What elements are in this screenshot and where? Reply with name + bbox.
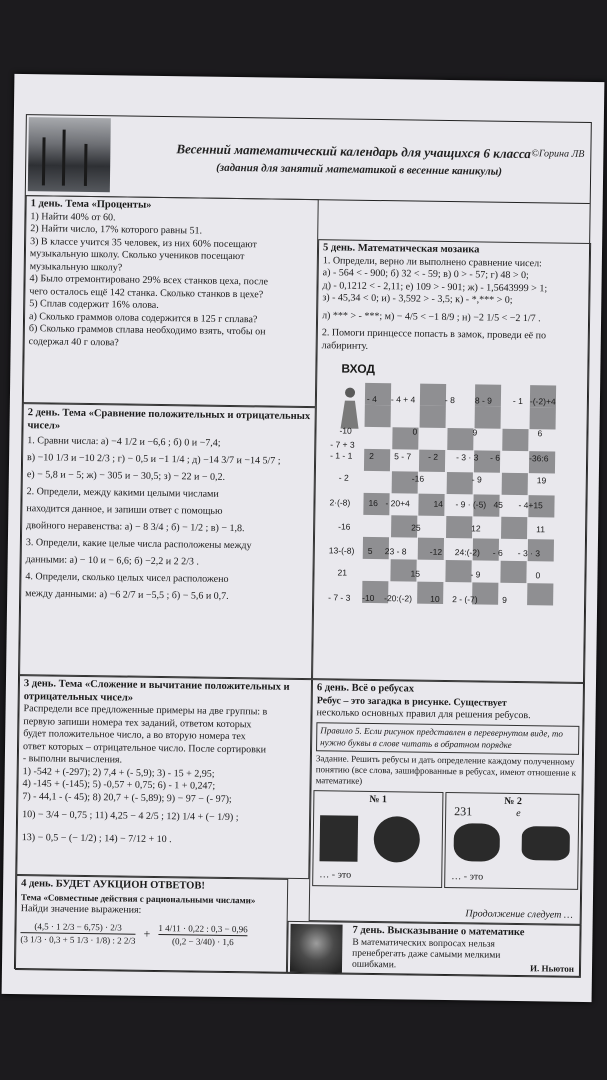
maze-block	[527, 583, 553, 605]
day5-line: л) *** > - ***; м) − 4/5 < −1 8/9 ; н) −2 1/5 < −2 1/7 .	[322, 309, 541, 324]
day5-line: д) - 0,1212 < - 2,11; е) 109 > - 901; ж) - 1,5643999 > 1;	[322, 279, 548, 294]
maze-block	[420, 384, 446, 406]
maze-label: - 20+4	[385, 498, 410, 509]
day3-line: будет положительное число, а во вторую номера тех	[23, 728, 246, 743]
maze-label: 16	[368, 497, 379, 509]
maze-label: 0	[412, 426, 418, 437]
maze-label: 14	[433, 498, 444, 509]
page-subtitle: (задания для занятий математикой в весенние каникулы)	[216, 161, 503, 178]
rebus-1-label: № 1	[369, 793, 387, 806]
day3-section	[16, 675, 312, 879]
day1-line: б) Сколько граммов сплава необходимо взять, чтобы он	[28, 323, 266, 338]
maze-label: 21	[337, 567, 348, 578]
maze-label: 45	[493, 499, 504, 510]
dog-icon	[522, 826, 570, 861]
maze-block	[475, 406, 501, 428]
day5-line: 2. Помоги принцессе попасть в замок, проведи её по	[321, 327, 547, 342]
day3-line: 7) - 44,1 - (- 45); 8) 20,7 + (- 5,89); 9) − 97 − (- 97);	[22, 790, 232, 805]
day6-line: Ребус – это загадка в рисунке. Существует	[316, 694, 507, 709]
day2-line: 3. Определи, какие целые числа расположены между	[25, 537, 252, 552]
maze-label: -16	[411, 473, 425, 484]
day5-line: 1. Определи, верно ли выполнено сравнение чисел:	[322, 254, 542, 269]
maze-label: 0	[535, 570, 541, 581]
maze-block	[502, 473, 528, 495]
day6-line: несколько основных правил для решения ребусов.	[316, 707, 531, 722]
maze-label: - 2	[338, 472, 349, 483]
day5-line: з) - 45,34 < 0; и) - 3,592 > - 3,5; к) - *,*** > 0;	[322, 292, 513, 306]
maze-label: - 1	[512, 395, 523, 407]
day3-line: 10) − 3/4 − 0,75 ; 11) 4,25 − 4 2/5 ; 12) 1/4 + (− 1/9) ;	[22, 809, 239, 824]
day1-line: 5) Сплав содержит 16% олова.	[29, 298, 159, 311]
maze-label: 8 - 9	[474, 395, 493, 406]
day5-section	[312, 239, 591, 683]
day7-quote: В математических вопросах нельзя пренебрегать даже самыми мелкими ошибками.	[351, 937, 501, 970]
day1-line: содержал 40 г олова?	[28, 335, 119, 348]
day1-line: чего осталось ещё 142 станка. Сколько станков в цехе?	[29, 285, 264, 300]
day1-line: 3) В классе учится 35 человек, из них 60% посещают	[30, 235, 258, 250]
day3-line: ответ которых – отрицательное число. После сортировки	[22, 740, 267, 756]
maze-label: - 8	[444, 394, 455, 406]
day2-line: двойного неравенства: а) − 8 3/4 ; б) − 1/2 ; в) − 1,8.	[26, 520, 245, 535]
maze-label: 5 - 7	[394, 451, 412, 462]
author-mark: ©Горина ЛВ	[531, 148, 585, 160]
day2-line: между данными: а) −6 2/7 и −5,5 ; б) − 5,6 и 0,7.	[25, 588, 229, 602]
maze-label: 15	[410, 568, 421, 579]
day3-line: 13) − 0,5 − (− 1/2) ; 14) − 7/12 + 10 .	[21, 831, 172, 845]
maze-label: 11	[536, 524, 546, 535]
spring-photo	[28, 117, 111, 192]
maze-label: -10	[339, 425, 352, 436]
maze-label: - 6	[492, 547, 503, 558]
maze-label: 5	[367, 545, 373, 556]
day2-line: е) − 5,8 и − 5; ж) − 305 и − 30,5; з) − 22 и − 0,2.	[26, 469, 226, 483]
maze-label: 13-(-8)	[328, 545, 355, 556]
maze-label: - 6	[490, 452, 501, 463]
expr1-numerator: (4,5 · 1 2/3 − 6,75) · 2/3	[34, 920, 122, 933]
maze-block	[364, 449, 390, 471]
maze-label: - 4+15	[518, 500, 543, 511]
day2-line: 2. Определи, между какими целыми числами	[26, 486, 219, 500]
rebus-1	[312, 790, 443, 888]
maze-label: -16	[338, 521, 351, 532]
down-arrow-icon	[319, 815, 358, 862]
maze-label: 25	[411, 522, 421, 533]
maze-label: -36:6	[529, 453, 549, 464]
maze-entrance-label: ВХОД	[341, 361, 376, 376]
day1-section	[23, 195, 319, 407]
maze-block	[447, 428, 473, 450]
day1-line: 1) Найти 40% от 60.	[30, 210, 116, 223]
header	[26, 115, 591, 204]
continued-note: Продолжение следует …	[465, 907, 573, 921]
rebus-2-letter: е	[516, 808, 521, 820]
day6-section	[309, 679, 585, 925]
maze-label: 12	[471, 523, 481, 534]
day5-title: 5 день. Математическая мозаика	[322, 242, 480, 256]
day7-section	[287, 921, 582, 978]
maze-label: 9	[502, 594, 507, 605]
maze-label: - 1 - 1	[330, 450, 353, 461]
day2-title: 2 день. Тема «Сравнение положительных и отрицательных чисел»	[27, 407, 311, 432]
day6-task: Задание. Решить ребусы и дать определение каждому полученному понятию (все слова, зашифрованные в ребусах, имеют отношение к математике)	[315, 752, 577, 786]
maze-block	[446, 516, 472, 538]
day3-line: Распредели все предложенные примеры на две группы: в	[23, 703, 268, 718]
day5-line: а) - 564 < - 900; б) 32 < - 59; в) 0 > - 57; г) 48 > 0;	[322, 267, 529, 282]
maze-label: -20:(-2)	[384, 593, 413, 604]
rebus-2	[444, 792, 579, 890]
expr1-denominator: (3 1/3 · 0,3 + 5 1/3 · 1/8) : 2 2/3	[20, 934, 136, 946]
rebus-1-answer: … - это	[319, 869, 352, 881]
rule-5: Правило 5. Если рисунок представлен в перевернутом виде, то нужно буквы в слове читать в обратном порядке	[316, 722, 579, 755]
maze-label: - 3 · 3	[517, 548, 541, 559]
day2-line: 4. Определи, сколько целых чисел расположено	[25, 571, 229, 585]
maze-label: 2	[369, 450, 374, 461]
maze-label: 6	[537, 428, 543, 439]
day2-line: данными: а) − 10 и − 6,6; б) −2,2 и 2 2/3 .	[25, 554, 200, 568]
maze-block	[365, 405, 391, 427]
day2-line: 1. Сравни числа: а) −4 1/2 и −6,6 ; б) 0 и −7,4;	[27, 435, 221, 449]
maze-label: 24:(-2)	[454, 547, 480, 558]
day1-title: 1 день. Тема «Проценты»	[30, 198, 152, 211]
maze-label: - 7 + 3	[330, 439, 355, 450]
maze-block	[502, 429, 528, 451]
day1-line: 2) Найти число, 17% которого равны 51.	[30, 223, 203, 237]
day3-title: 3 день. Тема «Сложение и вычитание положительных и отрицательных чисел»	[23, 678, 290, 704]
day3-line: 1) -542 + (-297); 2) 7,4 + (- 5,9); 3) - 15 + 2,95;	[22, 765, 215, 780]
calendar-frame	[14, 114, 592, 977]
maze-label: - 2	[428, 451, 439, 462]
maze-label: - 9	[470, 569, 481, 580]
maze-label: - 7 - 3	[328, 592, 351, 603]
worksheet-page	[2, 74, 605, 1002]
maze-label: -12	[429, 546, 443, 557]
maze-label: 9	[472, 427, 478, 438]
maze-block	[447, 472, 473, 494]
maze-block	[420, 406, 446, 428]
maze-label: -10	[362, 592, 375, 604]
day7-title: 7 день. Высказывание о математике	[352, 924, 525, 939]
maze-label: - 9 · (-5)	[455, 499, 487, 510]
maze-label: 2 - (-7)	[452, 594, 478, 605]
rebus-2-label: № 2	[504, 795, 522, 808]
page-title: Весенний математический календарь для учащихся 6 класса	[176, 141, 531, 162]
maze-label: 23 - 8	[384, 546, 407, 557]
maze-label: 19	[536, 475, 547, 486]
day4-task: Найди значение выражения:	[20, 903, 142, 916]
labyrinth	[322, 362, 569, 623]
day1-line: музыкальную школу. Сколько учеников посещают	[29, 248, 245, 263]
maze-block	[501, 517, 527, 539]
maze-label: 10	[430, 593, 440, 604]
day1-line: музыкальную школу?	[29, 260, 123, 273]
expr2-numerator: 1 4/11 · 0,22 : 0,3 − 0,96	[158, 922, 248, 934]
maze-label: - 3 · 3	[456, 452, 479, 463]
day1-line: а) Сколько граммов олова содержится в 125 г сплава?	[28, 310, 258, 325]
maze-block	[445, 560, 471, 582]
day4-theme: Тема «Совместные действия с рациональными числами»	[20, 891, 256, 905]
maze-block	[500, 561, 526, 583]
mouth-icon	[454, 823, 501, 862]
expr2-denominator: (0,2 − 3/40) · 1,6	[158, 934, 247, 949]
maze-label: 2·(-8)	[329, 497, 351, 508]
steering-wheel-icon	[373, 816, 420, 863]
day4-section: 4 день. БУДЕТ АУКЦИОН ОТВЕТОВ! Тема «Совместные действия с рациональными числами» Найди значение выражения: $\frac{(4,5 \cdot 1 2/3 - 6,75) \cdot 2/3}{(3 1/3 \cdot 0,3 + 5 1/3 \cdot 1/8) : 2 2/3}$ + $\frac{1 4/11 \cdot 0,22 : 0,3 - 0,96}{(0,2 - 3/40) \cdot 1,6}$	[15, 875, 288, 974]
maze-label: - 9	[471, 474, 482, 485]
day2-line: находится данное, и запиши ответ с помощью	[26, 503, 223, 517]
day6-title: 6 день. Всё о ребусах	[316, 682, 415, 695]
maze-label: -(-2)+4	[529, 396, 556, 407]
day7-author: И. Ньютон	[529, 962, 575, 974]
rebus-2-answer: … - это	[451, 871, 484, 883]
maze-label: - 4	[366, 393, 377, 405]
day5-line: лабиринту.	[321, 339, 369, 352]
day2-section	[19, 403, 316, 679]
maze-block	[530, 407, 556, 429]
rebus-2-numbers: 231	[454, 804, 473, 819]
day3-line: - выполни вычисления.	[22, 753, 123, 766]
maze-label: - 4 + 4	[390, 394, 416, 405]
day2-line: в) −10 1/3 и −10 2/3 ; г) − 0,5 и −1 1/4 ; д) −14 3/7 и −14 5/7 ;	[27, 452, 281, 467]
princess-icon	[335, 384, 366, 429]
day1-line: 4) Было отремонтировано 29% всех станков цеха, после	[29, 273, 269, 288]
day3-line: 4) -145 + (-145); 5) -0,57 + 0,75; 6) - 1 + 0,247;	[22, 778, 216, 792]
day4-title: 4 день. БУДЕТ АУКЦИОН ОТВЕТОВ!	[21, 878, 205, 892]
newton-portrait	[290, 924, 343, 973]
day3-line: первую запиши номера тех заданий, ответом которых	[23, 715, 252, 730]
